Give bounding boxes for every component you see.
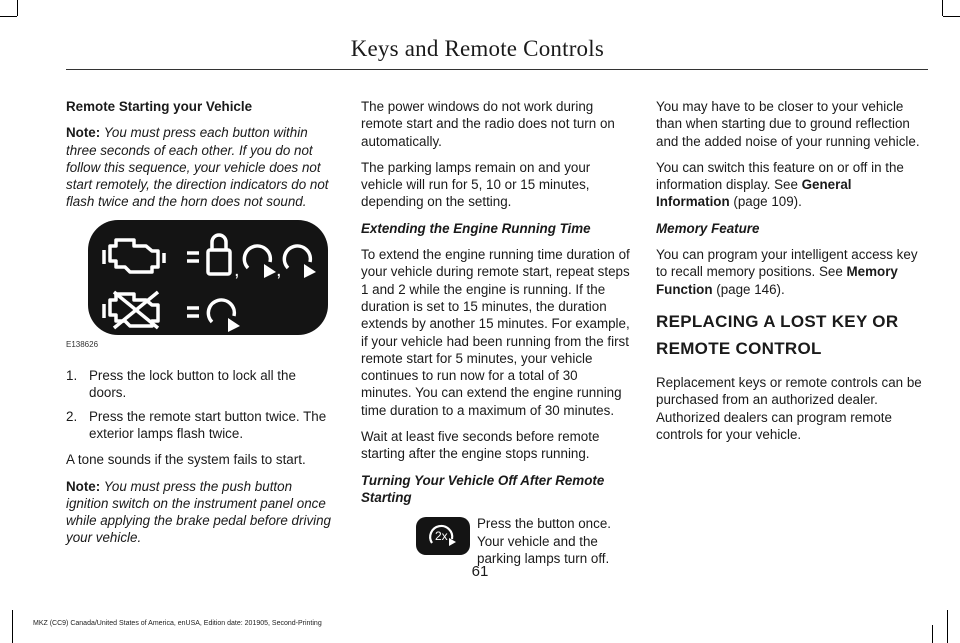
header-rule xyxy=(66,69,928,70)
column-middle xyxy=(361,98,631,576)
crop-mark xyxy=(943,16,960,17)
column-left xyxy=(66,98,336,556)
list-item xyxy=(66,408,336,443)
note-paragraph xyxy=(66,478,336,547)
text-span: You can program your intelligent access key to recall memory positions. See xyxy=(656,247,918,280)
body-paragraph: The parking lamps remain on and your vehicle will run for 5, 10 or 15 minutes, depending on the setting. xyxy=(361,159,591,210)
crop-mark xyxy=(942,0,943,16)
body-paragraph: You may have to be closer to your vehicle than when starting due to ground reflection and the added noise of your running vehicle. xyxy=(656,99,920,149)
body-paragraph: A tone sounds if the system fails to start. xyxy=(66,452,306,468)
section-heading-line: REMOTE CONTROL xyxy=(656,338,822,358)
remote-start-figure xyxy=(88,220,328,335)
svg-text:,: , xyxy=(234,258,240,281)
note-paragraph xyxy=(66,124,336,210)
step-list xyxy=(66,367,336,442)
crop-mark xyxy=(932,625,933,643)
text-span: (page 109). xyxy=(729,194,802,210)
subheading: Turning Your Vehicle Off After Remote Starting xyxy=(361,472,605,505)
remote-start-2x-icon xyxy=(416,517,470,555)
step-text: Press the remote start button twice. The exterior lamps flash twice. xyxy=(89,408,327,441)
step-number: 2. xyxy=(66,408,78,424)
crop-mark xyxy=(0,16,17,17)
section-heading xyxy=(656,308,928,362)
body-paragraph xyxy=(656,159,928,211)
text-span: (page 146). xyxy=(712,281,785,297)
cross-reference-link[interactable]: General Information xyxy=(656,177,852,210)
figure-id: E138626 xyxy=(66,339,99,349)
text-span: You can switch this feature on or off in the information display. See xyxy=(656,159,904,193)
body-paragraph: To extend the engine running time duration of your vehicle during remote start, repeat steps 1 and 2 while the engine is running. If the duration is set to 15 minutes, the duration extends by another 15 minutes. For example, if your vehicle had been running from the first remote start for 5 minutes, your vehicle continues to run now for a total of 30 minutes. You can extend the engine running time duration to a maximum of 30 minutes. xyxy=(361,247,630,418)
body-paragraph: Wait at least five seconds before remote starting after the engine stops running. xyxy=(361,429,600,462)
page-header-title: Keys and Remote Controls xyxy=(350,36,604,61)
cross-reference-link[interactable]: Memory Function xyxy=(656,264,898,297)
crop-mark xyxy=(17,0,18,16)
subheading: Memory Feature xyxy=(656,220,760,236)
section-heading: Remote Starting your Vehicle xyxy=(66,99,253,114)
footer-text: MKZ (CC9) Canada/United States of America, enUSA, Edition date: 201905, Second-Printing xyxy=(33,620,322,627)
body-paragraph: Press the button once. Your vehicle and the parking lamps turn off. xyxy=(477,516,611,566)
svg-text:,: , xyxy=(276,258,282,281)
remote-start-illustration xyxy=(88,220,328,335)
list-item xyxy=(66,367,336,402)
step-number: 1. xyxy=(66,368,78,384)
icon-label: 2x xyxy=(435,529,448,544)
step-text: Press the lock button to lock all the doors. xyxy=(89,368,296,401)
body-paragraph: The power windows do not work during remote start and the radio does not turn on automatically. xyxy=(361,99,615,149)
note-label: Note: xyxy=(66,478,101,494)
section-heading-line: REPLACING A LOST KEY OR xyxy=(656,311,899,331)
turn-off-instruction xyxy=(361,515,631,567)
page-number: 61 xyxy=(471,563,489,580)
crop-mark xyxy=(947,610,948,643)
body-paragraph xyxy=(656,246,928,298)
note-label: Note: xyxy=(66,125,101,141)
column-right xyxy=(656,98,928,452)
note-text: You must press each button within three seconds of each other. If you do not follow this sequence, your vehicle does not start remotely, the direction indicators do not flash twice and the horn does not sound. xyxy=(66,125,329,210)
note-text: You must press the push button ignition switch on the instrument panel once while applying the brake pedal before driving your vehicle. xyxy=(66,478,332,546)
crop-mark xyxy=(12,610,13,643)
body-paragraph: Replacement keys or remote controls can be purchased from an authorized dealer. Authorized dealers can program remote controls for your vehicle. xyxy=(656,374,922,442)
subheading: Extending the Engine Running Time xyxy=(361,220,591,236)
